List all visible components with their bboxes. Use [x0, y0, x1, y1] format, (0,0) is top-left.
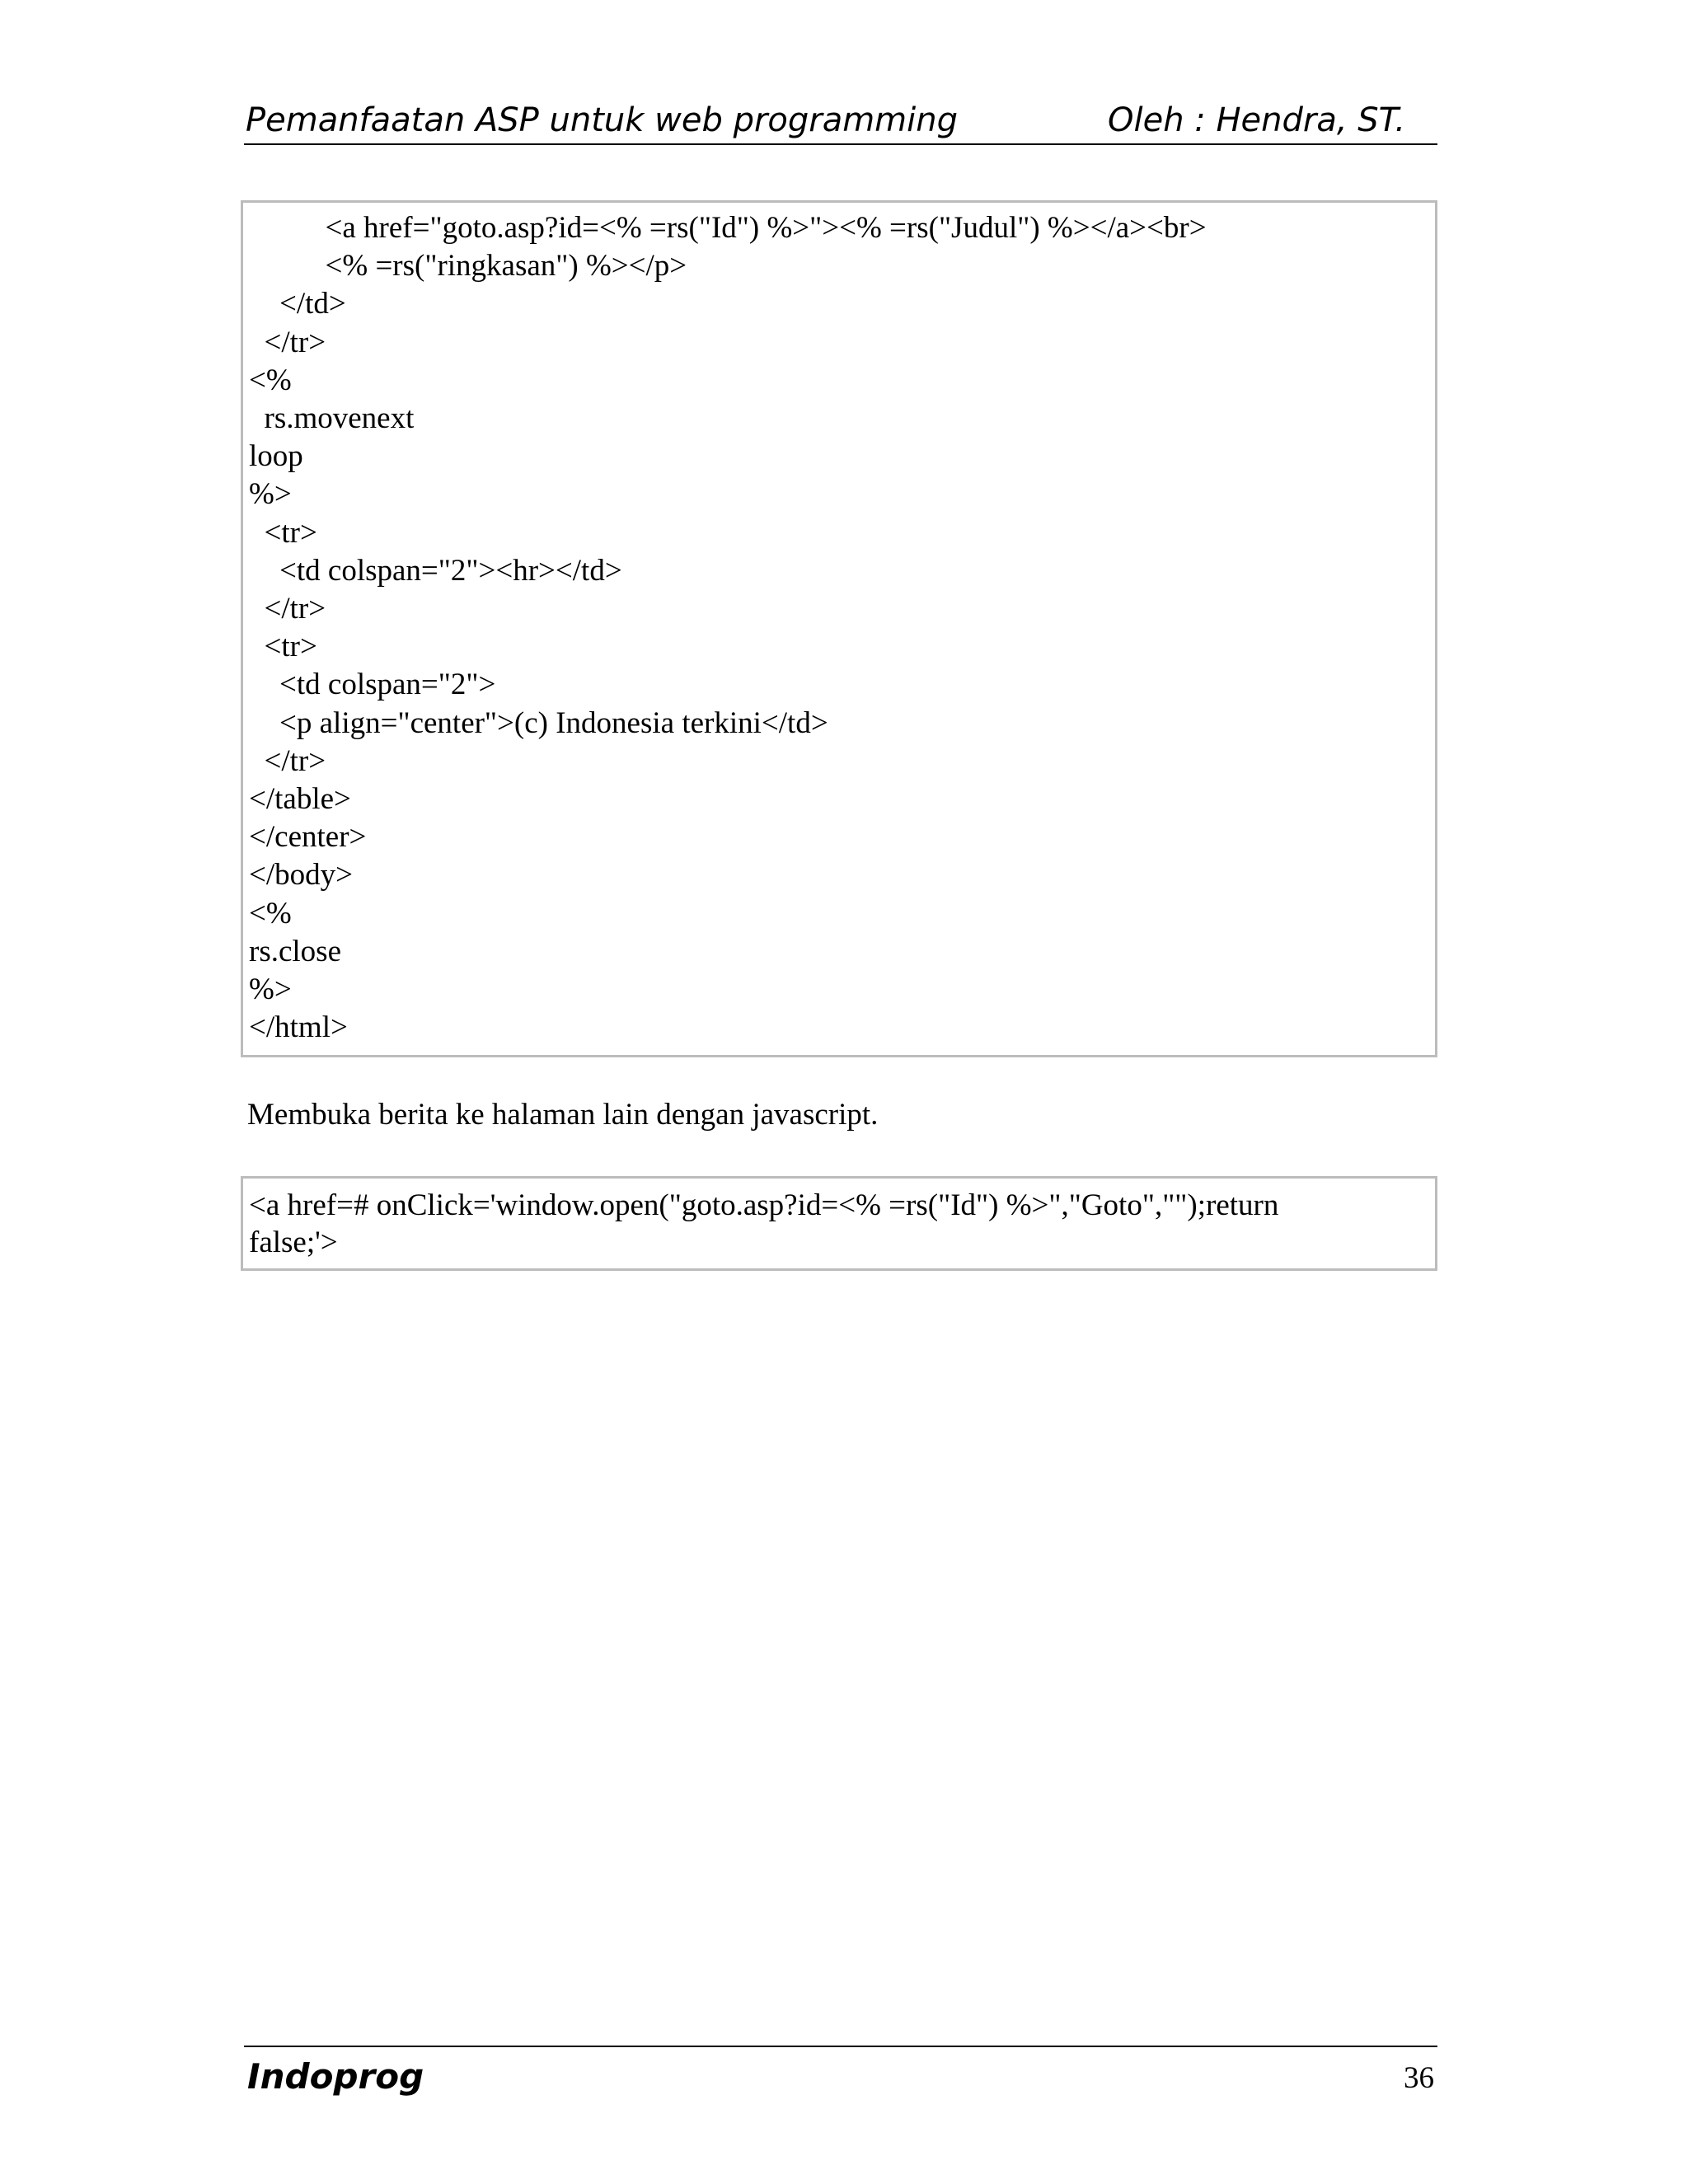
code-line: <% [249, 363, 292, 397]
code-line: <% =rs("ringkasan") %></p> [249, 249, 687, 284]
page-header [244, 97, 1437, 145]
code-line: %> [249, 477, 292, 512]
code-line: <p align="center">(c) Indonesia terkini</td> [249, 705, 828, 740]
code-line: <a href=# onClick='window.open("goto.asp?id=<% =rs("Id") %>","Goto","");return [249, 1188, 1279, 1222]
code-line: <tr> [249, 515, 317, 550]
page-footer [244, 2046, 1437, 2105]
code-block-2 [241, 1176, 1437, 1271]
footer-brand: Indoprog [247, 2056, 424, 2097]
header-title: Pemanfaatan ASP untuk web programming [246, 101, 959, 139]
code-line: false;'> [249, 1226, 338, 1259]
code-line: </table> [249, 782, 351, 817]
code-line: <td colspan="2"> [249, 668, 496, 702]
code-line: </tr> [249, 743, 326, 778]
body-paragraph: Membuka berita ke halaman lain dengan javascript. [247, 1098, 879, 1132]
code-line: <tr> [249, 630, 317, 664]
code-line: </body> [249, 858, 354, 893]
code-block-2-text [249, 1187, 1435, 1261]
code-line: <a href="goto.asp?id=<% =rs("Id") %>"><% =rs("Judul") %></a><br> [249, 211, 1207, 245]
code-line: rs.close [249, 934, 341, 968]
code-line: </center> [249, 820, 367, 855]
code-block-1-text [249, 209, 1435, 1047]
code-line: <td colspan="2"><hr></td> [249, 553, 622, 588]
code-line: loop [249, 439, 303, 474]
code-line: %> [249, 972, 292, 1007]
code-block-1 [241, 200, 1437, 1057]
page-number: 36 [1404, 2061, 1434, 2095]
header-author: Oleh : Hendra, ST. [1108, 101, 1406, 139]
code-line: <% [249, 896, 292, 930]
code-line: rs.movenext [249, 401, 415, 436]
code-line: </tr> [249, 592, 326, 626]
code-line: </tr> [249, 325, 326, 359]
code-line: </html> [249, 1010, 348, 1045]
code-line: </td> [249, 287, 346, 321]
